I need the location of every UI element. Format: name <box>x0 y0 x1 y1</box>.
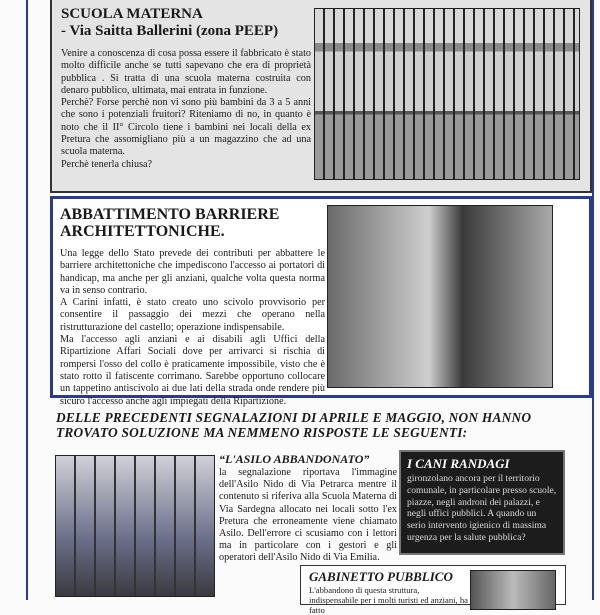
article-title: ABBATTIMENTO BARRIERE ARCHITETTONICHE. <box>60 206 280 240</box>
paragraph: A Carini infatti, è stato creato uno scivolo provvisorio per consentire il passaggio dei mezzi che operano nella ristrutturazione del castello; operazione indispensabile. <box>60 297 325 333</box>
paragraph: Perchè? Forse perchè non vi sono più bambini da 3 a 5 anni che sono i potenziali fruitori? Riteniamo di no, in quanto è noto che il II° Circolo tiene i bambini nei locali della ex Pretura che assomigliano più a un magazzino che ad una scuola materna. <box>61 97 311 158</box>
left-rule <box>26 0 28 600</box>
paragraph: la segnalazione riportava l'immagine dell'Asilo Nido di Via Petrarca mentre il contenuto si riferiva alla Scuola Materna di Via Sardegna allocato nei locali sotto l'ex Pretura che erroneamente viene chiamato Asilo. Dell'errore ci scusiamo con i lettori ma in particolare con i gestori e gli operatori dell'Asilo Nido di Via Emilia. <box>219 467 397 564</box>
article-cani-randagi <box>399 450 565 555</box>
paragraph: Una legge dello Stato prevede dei contributi per abbattere le barriere architettoniche che impediscono l'accesso ai portatori di handicap, ma anche per gli anziani, qualche volta questa norma va in senso contrario. <box>60 248 325 296</box>
article-asilo <box>219 452 397 565</box>
notice-heading: DELLE PRECEDENTI SEGNALAZIONI DI APRILE E MAGGIO, NON HANNO TROVATO SOLUZIONE MA NEMMENO RISPOSTE LE SEGUENTI: <box>56 410 532 440</box>
toilet-building-photo <box>470 570 556 610</box>
article-title: SCUOLA MATERNA <box>61 6 203 22</box>
ramp-street-photo <box>327 205 553 388</box>
article-title: GABINETTO PUBBLICO <box>309 569 453 584</box>
article-title: “L'ASILO ABBANDONATO” <box>219 452 370 466</box>
paragraph: Venire a conoscenza di cosa possa essere il fabbricato è stato molto difficile anche se tutti sapevano che era di proprietà pubblica . Si tratta di una scuola materna costruita con denaro pubblico, ultimata, mai entrata in funzione. <box>61 48 311 96</box>
asilo-fence-photo <box>55 455 215 597</box>
paragraph: Ma l'accesso agli anziani e ai disabili agli Uffici della Ripartizione Affari Sociali dove per arrivarci si rischia di rompersi l'osso del collo è praticamente impossibile, visto che è stato rotto il fatiscente corrimano. Sarebbe opportuno collocare un tappetino antiscivolo ai due lati della strada onde rendere più sicuro l'accesso anche agli impiegati della Ripartizione. <box>60 334 325 407</box>
paragraph: Perchè tenerla chiusa? <box>61 158 153 170</box>
article-subtitle: - Via Saitta Ballerini (zona PEEP) <box>61 23 279 39</box>
paragraph: L'abbandono di questa struttura, indispensabile per i molti turisti ed anziani, ha fatto <box>309 585 468 615</box>
school-building-photo <box>314 8 580 180</box>
article-title: I CANI RANDAGI <box>407 456 510 471</box>
right-rule <box>592 0 594 600</box>
paragraph: gironzolano ancora per il territorio comunale, in particolare presso scuole, piazze, negli androni dei palazzi, e negli uffici pubblici. A quando un serio intervento igienico di massima urgenza per la salute pubblica? <box>407 473 557 543</box>
